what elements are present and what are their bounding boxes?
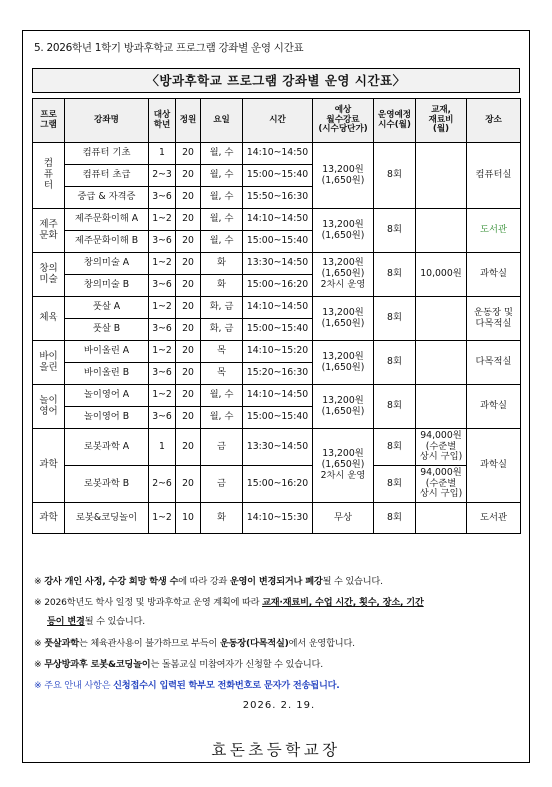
sessions-cell: 8회 xyxy=(374,143,416,209)
day-cell: 월, 수 xyxy=(201,385,243,407)
time-cell: 15:00~15:40 xyxy=(243,231,313,253)
note-text: 에 따라 강좌 xyxy=(178,576,230,587)
grade-cell: 2~6 xyxy=(149,466,176,503)
table-row xyxy=(33,503,521,534)
program-cell: 과학 xyxy=(33,503,65,534)
fee-cell: 13,200원 (1,650원) xyxy=(313,209,374,253)
place-cell: 컴퓨터실 xyxy=(467,143,521,209)
program-cell: 과학 xyxy=(33,429,65,503)
fee-cell: 13,200원 (1,650원) xyxy=(313,297,374,341)
material-cell: 94,000원 (수준별 상시 구입) xyxy=(416,429,467,466)
schedule-table xyxy=(32,98,521,534)
header-place: 장소 xyxy=(467,99,521,143)
time-cell: 15:50~16:30 xyxy=(243,187,313,209)
place-cell: 과학실 xyxy=(467,429,521,503)
header-fee: 예상 월수강료 (시수당단가) xyxy=(313,99,374,143)
course-name: 바이올린 A xyxy=(65,341,149,363)
day-cell: 화 xyxy=(201,275,243,297)
sessions-cell: 8회 xyxy=(374,253,416,297)
time-cell: 14:10~15:30 xyxy=(243,503,313,534)
course-name: 놀이영어 A xyxy=(65,385,149,407)
material-cell: 94,000원 (수준별 상시 구입) xyxy=(416,466,467,503)
note-text: 는 돌봄교실 미참여자가 신청할 수 있습니다. xyxy=(150,659,323,670)
header-material: 교재, 재료비 (월) xyxy=(416,99,467,143)
sessions-cell: 8회 xyxy=(374,385,416,429)
fee-cell: 13,200원 (1,650원) xyxy=(313,143,374,209)
place-cell: 다목적실 xyxy=(467,341,521,385)
fee-cell: 13,200원 (1,650원) xyxy=(313,385,374,429)
note-text: 운영이 변경되거나 폐강 xyxy=(229,576,323,587)
note-2 xyxy=(34,594,424,608)
time-cell: 15:00~15:40 xyxy=(243,319,313,341)
header-sessions: 운영예정 시수(월) xyxy=(374,99,416,143)
time-cell: 13:30~14:50 xyxy=(243,429,313,466)
capacity-cell: 20 xyxy=(176,187,201,209)
day-cell: 화, 금 xyxy=(201,297,243,319)
note-text: 강사 개인 사정, 수강 희망 학생 수 xyxy=(44,576,179,587)
time-cell: 15:00~16:20 xyxy=(243,466,313,503)
material-cell xyxy=(416,143,467,209)
grade-cell: 1~2 xyxy=(149,209,176,231)
capacity-cell: 20 xyxy=(176,319,201,341)
grade-cell: 1 xyxy=(149,143,176,165)
course-name: 창의미술 B xyxy=(65,275,149,297)
fee-cell: 13,200원 (1,650원) 2차시 운영 xyxy=(313,253,374,297)
place-cell: 도서관 xyxy=(467,209,521,253)
course-name: 로봇&코딩놀이 xyxy=(65,503,149,534)
note-1 xyxy=(34,573,383,587)
capacity-cell: 20 xyxy=(176,297,201,319)
capacity-cell: 10 xyxy=(176,503,201,534)
time-cell: 14:10~14:50 xyxy=(243,385,313,407)
note-3 xyxy=(34,635,355,649)
note-text: 풋살과학 xyxy=(44,638,79,649)
day-cell: 월, 수 xyxy=(201,143,243,165)
note-text: ※ xyxy=(34,576,45,587)
sessions-cell: 8회 xyxy=(374,429,416,466)
course-name: 로봇과학 A xyxy=(65,429,149,466)
time-cell: 14:10~14:50 xyxy=(243,297,313,319)
capacity-cell: 20 xyxy=(176,466,201,503)
note-text: ※ xyxy=(34,659,45,670)
note-4 xyxy=(34,656,323,670)
capacity-cell: 20 xyxy=(176,407,201,429)
note-text: ※ 주요 안내 사항은 xyxy=(34,680,114,691)
material-cell xyxy=(416,209,467,253)
fee-cell: 13,200원 (1,650원) 2차시 운영 xyxy=(313,429,374,503)
day-cell: 화 xyxy=(201,253,243,275)
note-text: ※ 2026학년도 학사 일정 및 방과후학교 운영 계획에 따라 xyxy=(34,597,263,608)
grade-cell: 1~2 xyxy=(149,503,176,534)
time-cell: 15:00~15:40 xyxy=(243,165,313,187)
sessions-cell: 8회 xyxy=(374,341,416,385)
schedule-body xyxy=(33,143,521,534)
day-cell: 금 xyxy=(201,466,243,503)
table-row xyxy=(33,385,521,407)
grade-cell: 1~2 xyxy=(149,253,176,275)
program-cell: 컴 퓨 터 xyxy=(33,143,65,209)
material-cell xyxy=(416,503,467,534)
program-cell: 제주 문화 xyxy=(33,209,65,253)
program-cell: 놀이 영어 xyxy=(33,385,65,429)
grade-cell: 1~2 xyxy=(149,297,176,319)
day-cell: 목 xyxy=(201,363,243,385)
day-cell: 목 xyxy=(201,341,243,363)
material-cell xyxy=(416,385,467,429)
time-cell: 14:10~14:50 xyxy=(243,209,313,231)
sessions-cell: 8회 xyxy=(374,297,416,341)
day-cell: 월, 수 xyxy=(201,209,243,231)
header-grade: 대상 학년 xyxy=(149,99,176,143)
capacity-cell: 20 xyxy=(176,143,201,165)
course-name: 로봇과학 B xyxy=(65,466,149,503)
note-text: ※ xyxy=(34,638,45,649)
header-day: 요일 xyxy=(201,99,243,143)
note-text: 교재·재료비, 수업 시간, 횟수, 장소, 기간 xyxy=(262,597,424,608)
course-name: 컴퓨터 초급 xyxy=(65,165,149,187)
table-row xyxy=(33,341,521,363)
capacity-cell: 20 xyxy=(176,363,201,385)
sessions-cell: 8회 xyxy=(374,503,416,534)
sessions-cell: 8회 xyxy=(374,209,416,253)
grade-cell: 1 xyxy=(149,429,176,466)
place-cell: 과학실 xyxy=(467,253,521,297)
course-name: 컴퓨터 기초 xyxy=(65,143,149,165)
day-cell: 월, 수 xyxy=(201,187,243,209)
time-cell: 15:00~16:20 xyxy=(243,275,313,297)
note-text: 운동장(다목적실) xyxy=(219,638,289,649)
table-row xyxy=(33,466,521,503)
header-program: 프로 그램 xyxy=(33,99,65,143)
fee-cell: 무상 xyxy=(313,503,374,534)
course-name: 창의미술 A xyxy=(65,253,149,275)
note-text: 무상방과후 로봇&코딩놀이 xyxy=(44,659,151,670)
course-name: 풋살 B xyxy=(65,319,149,341)
course-name: 제주문화이해 A xyxy=(65,209,149,231)
header-time: 시간 xyxy=(243,99,313,143)
grade-cell: 3~6 xyxy=(149,319,176,341)
table-title: 〈방과후학교 프로그램 강좌별 운영 시간표〉 xyxy=(32,68,520,93)
grade-cell: 3~6 xyxy=(149,407,176,429)
sessions-cell: 8회 xyxy=(374,466,416,503)
grade-cell: 1~2 xyxy=(149,385,176,407)
header-course: 강좌명 xyxy=(65,99,149,143)
note-text: 될 수 있습니다. xyxy=(322,576,383,587)
day-cell: 월, 수 xyxy=(201,165,243,187)
table-row xyxy=(33,143,521,165)
place-cell: 운동장 및 다목적실 xyxy=(467,297,521,341)
header-row xyxy=(33,99,521,143)
time-cell: 14:10~14:50 xyxy=(243,143,313,165)
table-row xyxy=(33,297,521,319)
material-cell xyxy=(416,297,467,341)
day-cell: 금 xyxy=(201,429,243,466)
capacity-cell: 20 xyxy=(176,275,201,297)
day-cell: 월, 수 xyxy=(201,231,243,253)
material-cell: 10,000원 xyxy=(416,253,467,297)
grade-cell: 3~6 xyxy=(149,275,176,297)
time-cell: 15:20~16:30 xyxy=(243,363,313,385)
header-capacity: 정원 xyxy=(176,99,201,143)
time-cell: 15:00~15:40 xyxy=(243,407,313,429)
grade-cell: 3~6 xyxy=(149,187,176,209)
place-cell: 과학실 xyxy=(467,385,521,429)
program-cell: 바이 올린 xyxy=(33,341,65,385)
course-name: 놀이영어 B xyxy=(65,407,149,429)
course-name: 바이올린 B xyxy=(65,363,149,385)
fee-cell: 13,200원 (1,650원) xyxy=(313,341,374,385)
grade-cell: 3~6 xyxy=(149,231,176,253)
capacity-cell: 20 xyxy=(176,341,201,363)
note-text: 신청접수시 입력된 학부모 전화번호로 문자가 전송됩니다. xyxy=(113,680,340,691)
note-text: 될 수 있습니다. xyxy=(84,616,145,627)
day-cell: 화 xyxy=(201,503,243,534)
grade-cell: 3~6 xyxy=(149,363,176,385)
time-cell: 14:10~15:20 xyxy=(243,341,313,363)
program-cell: 창의 미술 xyxy=(33,253,65,297)
material-cell xyxy=(416,341,467,385)
program-cell: 체육 xyxy=(33,297,65,341)
table-row xyxy=(33,253,521,275)
grade-cell: 1~2 xyxy=(149,341,176,363)
day-cell: 화, 금 xyxy=(201,319,243,341)
capacity-cell: 20 xyxy=(176,253,201,275)
table-row xyxy=(33,429,521,466)
note-5 xyxy=(34,677,340,691)
section-heading: 5. 2026학년 1학기 방과후학교 프로그램 강좌별 운영 시간표 xyxy=(34,42,304,54)
note-text: 등이 변경 xyxy=(47,616,85,627)
table-row xyxy=(33,209,521,231)
course-name: 중급 & 자격증 xyxy=(65,187,149,209)
capacity-cell: 20 xyxy=(176,231,201,253)
note-text: 에서 운영합니다. xyxy=(288,638,355,649)
capacity-cell: 20 xyxy=(176,165,201,187)
capacity-cell: 20 xyxy=(176,429,201,466)
time-cell: 13:30~14:50 xyxy=(243,253,313,275)
course-name: 제주문화이해 B xyxy=(65,231,149,253)
course-name: 풋살 A xyxy=(65,297,149,319)
capacity-cell: 20 xyxy=(176,209,201,231)
document-date: 2026. 2. 19. xyxy=(242,700,316,711)
place-cell: 도서관 xyxy=(467,503,521,534)
note-text: 는 체육관사용이 불가하므로 부득이 xyxy=(78,638,220,649)
grade-cell: 2~3 xyxy=(149,165,176,187)
day-cell: 월, 수 xyxy=(201,407,243,429)
principal-signature: 효돈초등학교장 xyxy=(211,741,341,759)
capacity-cell: 20 xyxy=(176,385,201,407)
note-2-continued xyxy=(47,613,145,627)
